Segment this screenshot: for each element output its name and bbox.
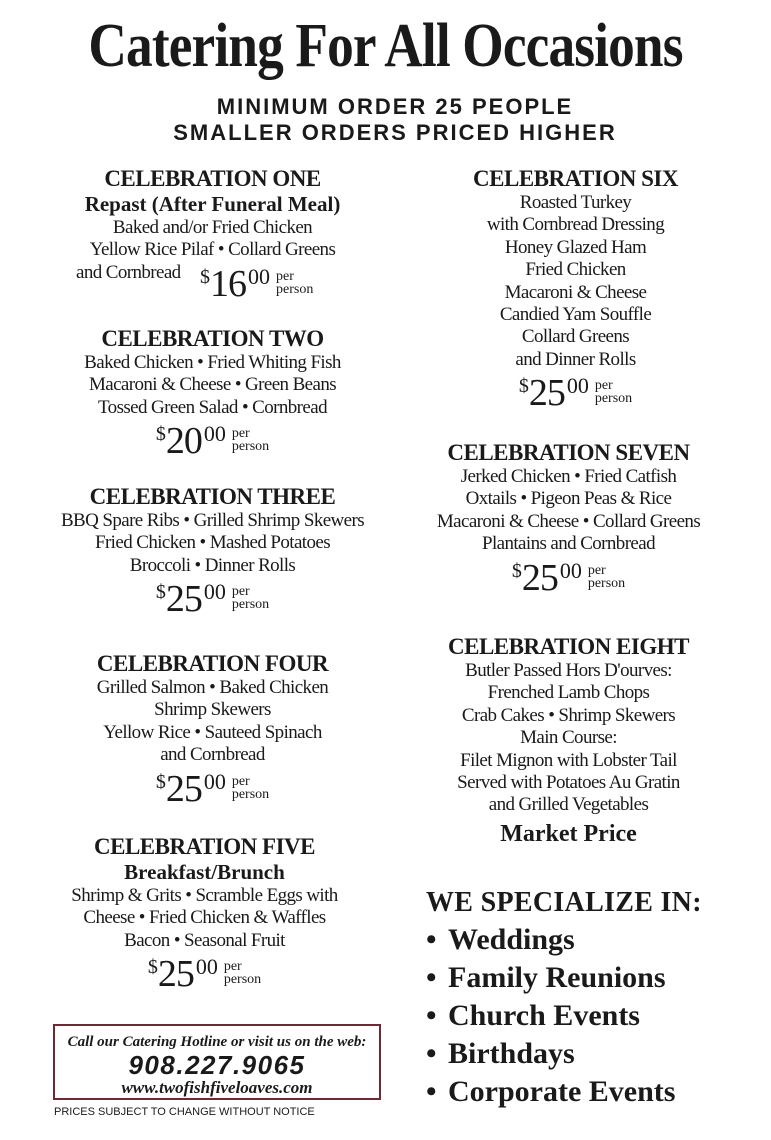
- package-price: $ 25 00 per person: [147, 953, 262, 996]
- menu-line: Yellow Rice Pilaf • Collard Greens: [89, 239, 336, 261]
- package-celebration-two: [40, 326, 385, 461]
- specialty-item: • Weddings: [426, 921, 756, 959]
- package-celebration-five: [32, 834, 377, 994]
- menu-line: Candied Yam Souffle: [499, 304, 652, 326]
- menu-line: Fried Chicken • Mashed Potatoes: [94, 532, 330, 554]
- menu-line: Macaroni & Cheese • Collard Greens: [436, 510, 701, 532]
- specialty-item: • Family Reunions: [426, 959, 756, 997]
- package-subtitle: Breakfast/Brunch: [124, 860, 285, 884]
- menu-line: Roasted Turkey: [519, 192, 632, 213]
- package-name: CELEBRATION ONE: [104, 166, 321, 191]
- menu-line: and Cornbread: [160, 744, 265, 766]
- hotline-call-text: Call our Catering Hotline or visit us on the web:: [67, 1034, 367, 1050]
- menu-line: Honey Glazed Ham: [504, 236, 647, 258]
- specialties-list: [426, 921, 756, 1111]
- package-subtitle: Repast (After Funeral Meal): [84, 192, 341, 216]
- package-name: CELEBRATION SIX: [473, 166, 678, 191]
- package-celebration-three: [40, 484, 385, 619]
- package-name: CELEBRATION FIVE: [94, 834, 315, 859]
- menu-line: Butler Passed Hors D'ourves:: [465, 660, 672, 681]
- package-celebration-one: [40, 166, 385, 304]
- menu-line: Served with Potatoes Au Gratin: [457, 772, 680, 794]
- price-disclaimer: PRICES SUBJECT TO CHANGE WITHOUT NOTICE: [54, 1106, 315, 1118]
- menu-line: Bacon • Seasonal Fruit: [124, 929, 285, 951]
- package-price: $ 16 00 per person: [200, 262, 314, 305]
- menu-line: and Grilled Vegetables: [488, 794, 649, 816]
- menu-line: Shrimp Skewers: [154, 699, 271, 721]
- menu-line: Collard Greens: [521, 326, 630, 348]
- menu-line: Jerked Chicken • Fried Catfish: [460, 466, 677, 487]
- market-price: Market Price: [500, 820, 637, 847]
- specialty-item: • Corporate Events: [426, 1073, 756, 1111]
- bullet-icon: •: [426, 1037, 437, 1070]
- package-price: $ 25 00 per person: [155, 578, 270, 621]
- menu-line: and Cornbread: [76, 261, 181, 283]
- package-celebration-eight: [396, 634, 741, 849]
- menu-line: Fried Chicken: [525, 259, 626, 281]
- specialties-heading: WE SPECIALIZE IN:: [426, 887, 702, 918]
- specialty-item: • Church Events: [426, 997, 756, 1035]
- page-title: Catering For All Occasions: [88, 12, 683, 80]
- menu-line: Plantains and Cornbread: [482, 533, 655, 555]
- package-celebration-seven: [396, 440, 741, 598]
- menu-line: Oxtails • Pigeon Peas & Rice: [465, 488, 672, 510]
- smaller-orders-notice: SMALLER ORDERS PRICED HIGHER: [173, 120, 617, 145]
- package-price: $ 20 00 per person: [155, 420, 270, 463]
- package-price: $ 25 00 per person: [155, 767, 270, 810]
- catering-hotline-box: [53, 1024, 381, 1100]
- menu-line: Yellow Rice • Sauteed Spinach: [103, 721, 322, 743]
- package-price: $ 25 00 per person: [511, 556, 626, 599]
- menu-line: BBQ Spare Ribs • Grilled Shrimp Skewers: [60, 510, 365, 531]
- specialties-section: [426, 885, 756, 1111]
- package-name: CELEBRATION TWO: [101, 326, 324, 351]
- menu-line: Cheese • Fried Chicken & Waffles: [83, 907, 326, 929]
- bullet-icon: •: [426, 923, 437, 956]
- website-link[interactable]: www.twofishfiveloaves.com: [121, 1078, 313, 1097]
- menu-line: Macaroni & Cheese • Green Beans: [88, 374, 337, 396]
- menu-line: Crab Cakes • Shrimp Skewers: [461, 704, 676, 726]
- menu-line: Filet Mignon with Lobster Tail: [460, 749, 677, 771]
- package-name: CELEBRATION THREE: [89, 484, 336, 509]
- bullet-icon: •: [426, 1075, 437, 1108]
- package-name: CELEBRATION EIGHT: [448, 634, 689, 659]
- minimum-order-notice: MINIMUM ORDER 25 PEOPLE: [216, 94, 574, 119]
- menu-line: Baked and/or Fried Chicken: [112, 217, 313, 238]
- menu-line: Tossed Green Salad • Cornbread: [98, 396, 327, 418]
- menu-line: Broccoli • Dinner Rolls: [129, 554, 296, 576]
- bullet-icon: •: [426, 961, 437, 994]
- menu-line: Shrimp & Grits • Scramble Eggs with: [71, 885, 338, 906]
- menu-line: with Cornbread Dressing: [486, 214, 665, 236]
- bullet-icon: •: [426, 999, 437, 1032]
- menu-line: Baked Chicken • Fried Whiting Fish: [84, 352, 341, 373]
- menu-line: and Dinner Rolls: [515, 348, 636, 370]
- hotline-phone-number[interactable]: 908.227.9065: [128, 1050, 306, 1080]
- menu-line: Macaroni & Cheese: [504, 281, 647, 303]
- menu-line: Grilled Salmon • Baked Chicken: [96, 677, 329, 698]
- package-celebration-six: [403, 166, 748, 413]
- specialty-item: • Birthdays: [426, 1035, 756, 1073]
- menu-line: Frenched Lamb Chops: [487, 682, 650, 704]
- package-price: $ 25 00 per person: [518, 372, 633, 415]
- package-name: CELEBRATION SEVEN: [447, 440, 690, 465]
- package-name: CELEBRATION FOUR: [96, 651, 329, 676]
- menu-line: Main Course:: [520, 727, 617, 749]
- package-celebration-four: [40, 651, 385, 809]
